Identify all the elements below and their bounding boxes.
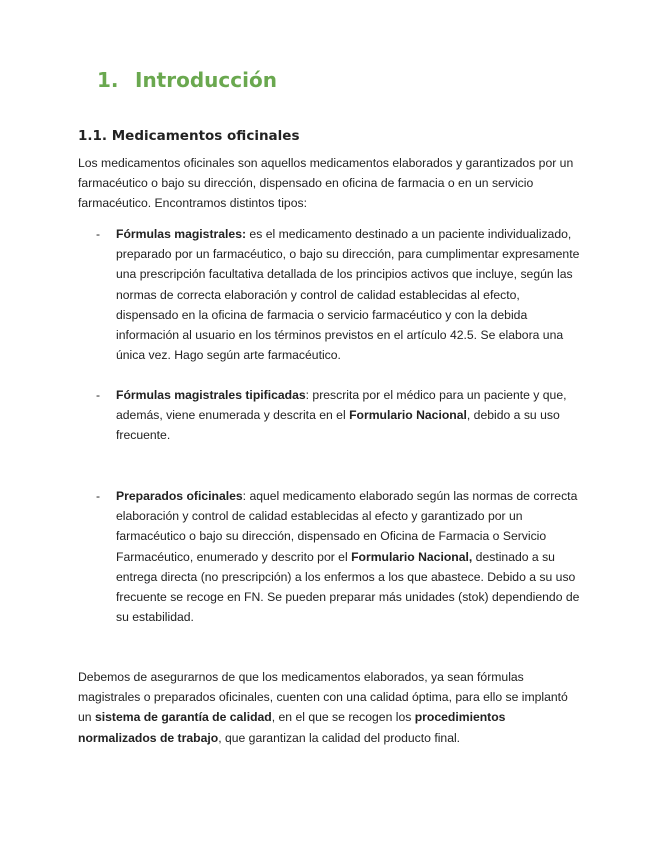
intro-paragraph: Los medicamentos oficinales son aquellos medicamentos elaborados y garantizados por un farmacéutico o bajo su dirección, dispensado en oficina de farmacia o en un servicio farmacéutico. Encontramos distintos tipos:: [78, 156, 574, 211]
list-bullet: -: [96, 489, 101, 503]
list-bullet: -: [96, 388, 101, 402]
section-number: 1.: [97, 68, 119, 92]
list-item-text: Preparados oficinales: aquel medicamento elaborado según las normas de correcta elaboración y control de calidad establecidas al efecto y garantizado por un farmacéutico o bajo su dirección, dispensado en Oficina de Farmacia o Servicio Farmacéutico, enumerado y descrito por el Formulario Nacional, destinado a su entrega directa (no prescripción) a los enfermos a los que abastece. Debido a su uso frecuente se recoge en FN. Se pueden preparar más unidades (stok) dependiendo de su estabilidad.: [116, 489, 580, 625]
list-item-text: Fórmulas magistrales: es el medicamento destinado a un paciente individualizado, preparado por un farmacéutico, o bajo su dirección, para cumplimentar expresamente una prescripción facultativa detallada de los principios activos que incluye, según las normas de correcta elaboración y control de calidad establecidas al efecto, dispensado en la oficina de farmacia o servicio farmacéutico y con la debida información al usuario en los términos previstos en el artículo 42.5. Se elabora una única vez. Hago según arte farmacéutico.: [116, 227, 580, 363]
closing-paragraph: Debemos de asegurarnos de que los medicamentos elaborados, ya sean fórmulas magistrales o preparados oficinales, cuenten con una calidad óptima, para ello se implantó un sistema de garantía de calidad, en el que se recogen los procedimientos normalizados de trabajo, que garantizan la calidad del producto final.: [78, 670, 568, 745]
section-title: Introducción: [135, 68, 277, 92]
list-item-term: Fórmulas magistrales:: [116, 227, 247, 241]
section-heading: [97, 68, 277, 92]
list-item-term: Preparados oficinales: [116, 489, 243, 503]
subsection-heading: 1.1. Medicamentos oficinales: [78, 128, 300, 144]
list-bullet: -: [96, 227, 101, 241]
list-item-term: Fórmulas magistrales tipificadas: [116, 388, 306, 402]
list-item-text: Fórmulas magistrales tipificadas: prescrita por el médico para un paciente y que, además, viene enumerada y descrita en el Formulario Nacional, debido a su uso frecuente.: [116, 388, 567, 443]
